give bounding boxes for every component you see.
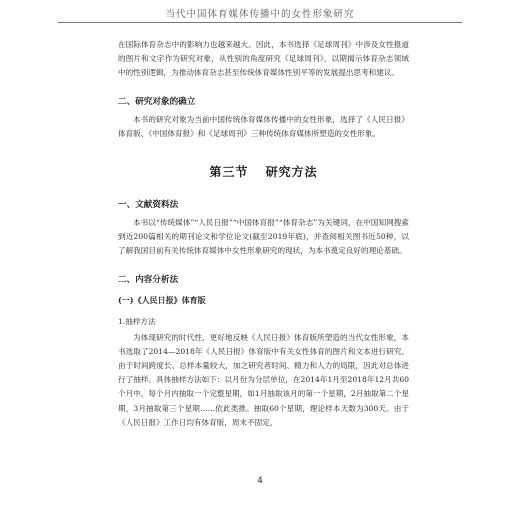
sampling-method-heading: 1.抽样方法 xyxy=(118,316,156,326)
page-content xyxy=(118,38,409,430)
header-rule xyxy=(58,22,462,23)
method-literature-text: 本书以“传统媒体”“人民日报”“中国体育报”“体育杂志”为关键词，在中国知网搜索到近200篇相关的期刊论文和学位论文(截至2019年底)，并查阅相关图书近50种，以了解我国目前有关传统体育媒体中女性形象研究的现状，为本书奠定良好的理论基础。 xyxy=(118,218,409,256)
method-content-analysis-title: 二、内容分析法 xyxy=(118,274,179,285)
subsection-research-object-title: 二、研究对象的确立 xyxy=(118,96,196,107)
subsection-research-object-text: 本书的研究对象为当前中国传统体育媒体传播中的女性形象，选择了《人民日报》体育版、《中国体育报》和《足球周刊》三种传统体育媒体所塑造的女性形象。 xyxy=(118,114,409,138)
page-number: 4 xyxy=(257,476,263,486)
method-literature-title: 一、文献资料法 xyxy=(118,200,179,211)
section-title xyxy=(118,163,409,180)
section-name: 研究方法 xyxy=(265,165,318,180)
content-analysis-subheading: (一)《人民日报》体育版 xyxy=(118,294,206,305)
intro-paragraph: 在国际体育杂志中的影响力也越来越大。因此，本书选择《足球周刊》中涉及女性报道的图片和文字作为研究对象，从性别的角度研究《足球周刊》，以期揭示体育杂志领域中的性别逻辑，为推动体育杂志甚至传统体育媒体性别平等的发展提出思考和建议。 xyxy=(118,40,409,78)
section-number: 第三节 xyxy=(209,165,249,180)
sampling-method-text: 为体现研究的时代性，更好地反映《人民日报》体育版所塑造的当代女性形象，本书选取了2014—2018年《人民日报》体育版中有关女性体育的图片和文本进行研究。由于时间跨度长、总样本量较大，加之研究者时间、精力和人力的局限，因此对总体进行了抽样。具体抽样方法如下：以月份为分层单位，在2014年1月至2018年12月共60个月中，每个月内抽取一个完整星期，如1月抽取该月的第一个星期，2月抽取第二个星期，3月抽取第三个星期……依此类推。抽取60个星期，理论样本天数为300天。由于《人民日报》工作日均有体育版，周末不固定， xyxy=(118,332,409,427)
running-header: 当代中国体育媒体传播中的女性形象研究 xyxy=(165,9,355,20)
